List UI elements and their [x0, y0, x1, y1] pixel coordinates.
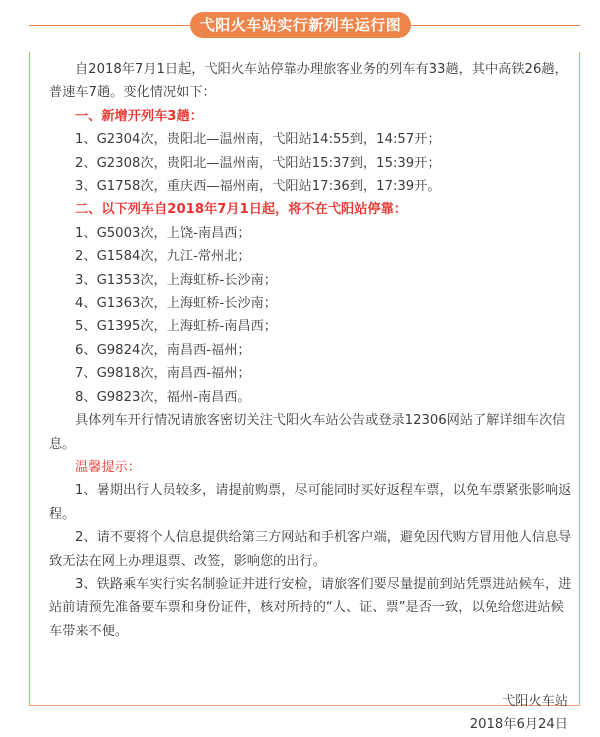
- signature-org: 弋阳火车站: [502, 693, 568, 709]
- section1-heading: 一、新增开列车3趟：: [75, 108, 203, 124]
- intro-paragraph: 自2018年7月1日起，弋阳火车站停靠办理旅客业务的列车有33趟，其中高铁26趟，普速车7趟。变化情况如下：: [49, 62, 568, 101]
- article-body: [49, 58, 572, 737]
- tip-item: 3、铁路乘车实行实名制验证并进行安检，请旅客们要尽量提前到站凭票进站候车，进站前请预先准备要车票和身份证件，核对所持的“人、证、票”是否一致，以免给您进站候车带来不便。: [49, 576, 572, 639]
- section2-heading: 二、以下列车自2018年7月1日起，将不在弋阳站停靠：: [75, 202, 407, 218]
- list-item: 3、G1758次，重庆西—福州南，弋阳站17:36到，17:39开。: [75, 179, 441, 195]
- title-banner: [0, 12, 600, 40]
- notice-paragraph: 具体列车开行情况请旅客密切关注弋阳火车站公告或登录12306网站了解详细车次信息。: [49, 413, 566, 452]
- tip-item: 2、请不要将个人信息提供给第三方网站和手机客户端，避免因代购方冒用他人信息导致无法在网上办理退票、改签，影响您的出行。: [49, 530, 572, 569]
- list-item: 3、G1353次，上海虹桥-长沙南；: [75, 272, 277, 288]
- tips-heading: 温馨提示：: [75, 459, 141, 475]
- list-item: 1、G2304次，贵阳北—温州南，弋阳站14:55到，14:57开；: [75, 132, 441, 148]
- page-title: 弋阳火车站实行新列车运行图: [190, 12, 411, 38]
- spacer: [49, 643, 572, 666]
- tip-item: 1、暑期出行人员较多，请提前购票，尽可能同时买好返程车票，以免车票紧张影响返程。: [49, 483, 572, 522]
- list-item: 5、G1395次，上海虹桥-南昌西；: [75, 319, 277, 335]
- list-item: 8、G9823次，福州-南昌西。: [75, 389, 251, 405]
- spacer: [49, 667, 572, 690]
- list-item: 6、G9824次，南昌西-福州；: [75, 342, 251, 358]
- list-item: 7、G9818次，南昌西-福州；: [75, 366, 251, 382]
- banner-line-right: [411, 25, 580, 26]
- list-item: 4、G1363次，上海虹桥-长沙南；: [75, 296, 277, 312]
- list-item: 1、G5003次，上饶-南昌西；: [75, 225, 251, 241]
- list-item: 2、G1584次，九江-常州北；: [75, 249, 251, 265]
- banner-line-left: [29, 25, 190, 26]
- list-item: 2、G2308次，贵阳北—温州南，弋阳站15:37到，15:39开；: [75, 155, 441, 171]
- signature-date: 2018年6月24日: [469, 717, 568, 733]
